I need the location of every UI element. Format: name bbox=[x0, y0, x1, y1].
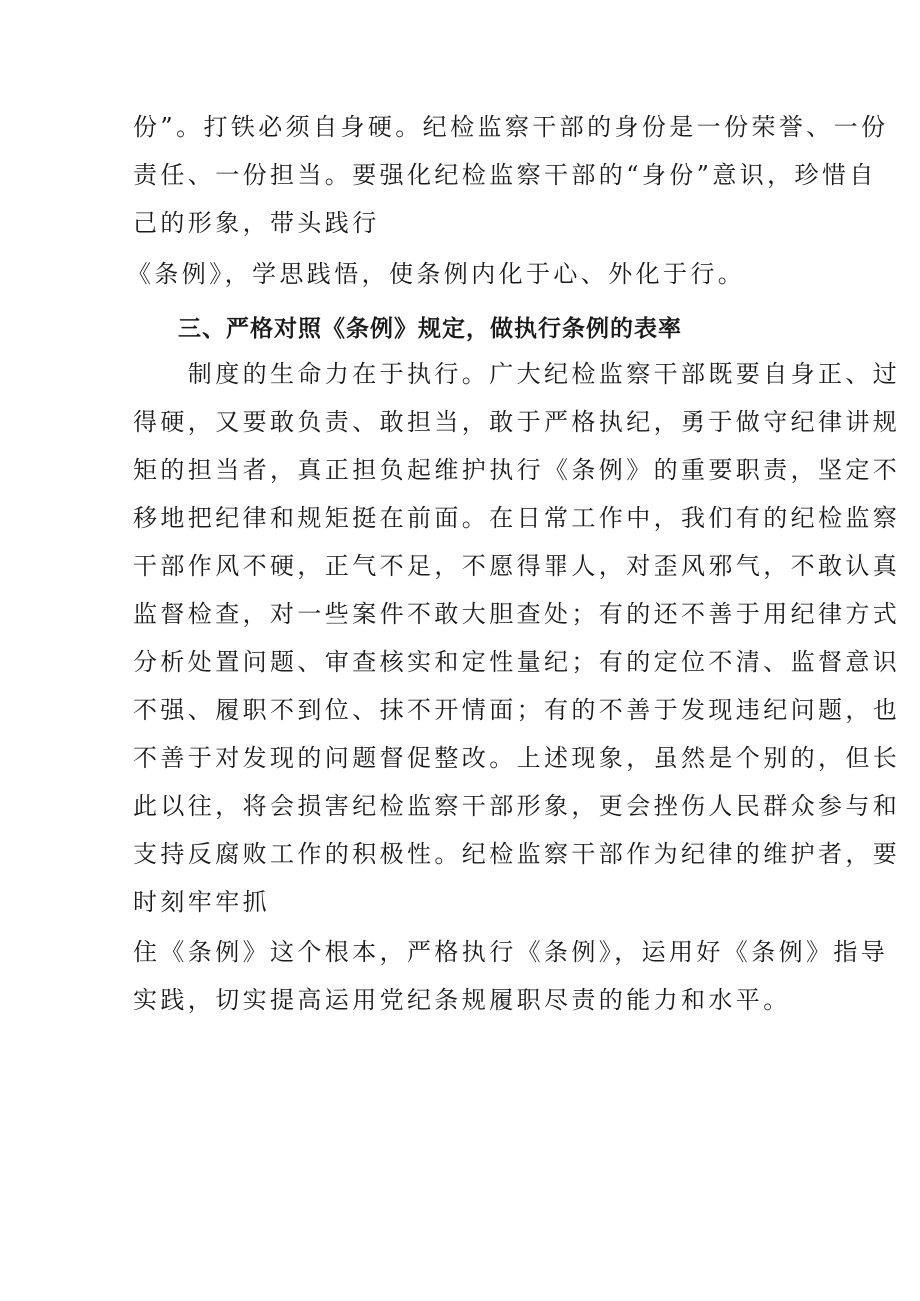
paragraph-2 bbox=[133, 350, 901, 926]
paragraph-line: 不善于对发现的问题督促整改。上述现象，虽然是个别的，但长 bbox=[133, 744, 901, 772]
paragraph-3 bbox=[133, 928, 889, 1024]
paragraph-line: 此以往，将会损害纪检监察干部形象，更会挫伤人民群众参与和 bbox=[133, 792, 901, 820]
paragraph-line: 矩的担当者，真正担负起维护执行《条例》的重要职责，坚定不 bbox=[133, 456, 901, 484]
paragraph-line: 分析处置问题、审查核实和定性量纪；有的定位不清、监督意识 bbox=[133, 648, 901, 676]
paragraph-line: 实践，切实提高运用党纪条规履职尽责的能力和水平。 bbox=[133, 986, 791, 1014]
paragraph-line: 时刻牢牢抓 bbox=[133, 888, 270, 916]
paragraph-line: 不强、履职不到位、抹不开情面；有的不善于发现违纪问题，也 bbox=[133, 696, 901, 724]
paragraph-1 bbox=[133, 103, 889, 247]
paragraph-line: 份”。打铁必须自身硬。纪检监察干部的身份是一份荣誉、一份 bbox=[133, 113, 889, 141]
paragraph-line: 干部作风不硬，正气不足，不愿得罪人，对歪风邪气，不敢认真 bbox=[133, 552, 901, 580]
paragraph-line: 得硬，又要敢负责、敢担当，敢于严格执纪，勇于做守纪律讲规 bbox=[133, 408, 901, 436]
paragraph-line: 支持反腐败工作的积极性。纪检监察干部作为纪律的维护者，要 bbox=[133, 840, 901, 868]
paragraph-line: 住《条例》这个根本，严格执行《条例》，运用好《条例》指导 bbox=[133, 938, 889, 966]
section-heading: 三、严格对照《条例》规定，做执行条例的表率 bbox=[178, 316, 682, 342]
paragraph-line: 监督检查，对一些案件不敢大胆查处；有的还不善于用纪律方式 bbox=[133, 600, 901, 628]
paragraph-1-continuation bbox=[127, 250, 787, 298]
paragraph-line: 《条例》，学思践悟，使条例内化于心、外化于行。 bbox=[127, 260, 746, 288]
paragraph-line: 己的形象，带头践行 bbox=[133, 209, 380, 237]
paragraph-line: 移地把纪律和规矩挺在前面。在日常工作中，我们有的纪检监察 bbox=[133, 504, 901, 532]
paragraph-line: 制度的生命力在于执行。广大纪检监察干部既要自身正、过 bbox=[133, 360, 901, 388]
paragraph-line: 责任、一份担当。要强化纪检监察干部的“身份”意识，珍惜自 bbox=[133, 161, 877, 189]
